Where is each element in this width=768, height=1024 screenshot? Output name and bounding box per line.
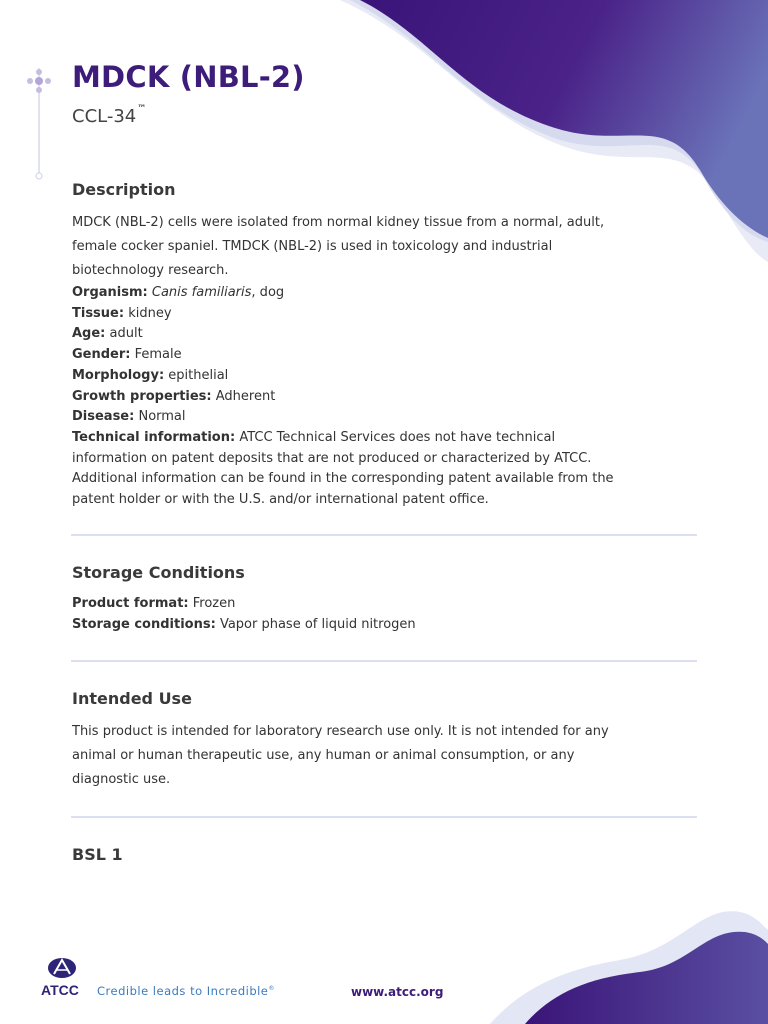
atcc-logo[interactable]: [40, 957, 84, 1001]
morphology-field: Morphology: epithelial: [72, 367, 229, 383]
atcc-logo-icon: [40, 957, 84, 997]
page-title: MDCK (NBL-2): [72, 60, 305, 94]
age-field: Age: adult: [72, 326, 143, 342]
tagline: Credible leads to Incredible®: [97, 984, 275, 998]
tissue-field: Tissue: kidney: [72, 305, 172, 321]
intended-use-text: This product is intended for laboratory research use only. It is not intended for any animal or human therapeutic use, any human or animal consumption, or any diagnostic use.: [72, 724, 609, 787]
description-text: MDCK (NBL-2) cells were isolated from normal kidney tissue from a normal, adult, female cocker spaniel. TMDCK (NBL-2) is used in toxicology and industrial biotechnology research.: [72, 215, 605, 278]
product-format-field: Product format: Frozen: [72, 596, 236, 611]
storage-section: [72, 563, 617, 635]
biosafety-level: BSL 1: [72, 845, 123, 864]
section-divider: [71, 534, 697, 536]
trademark-mark: ™: [137, 104, 147, 114]
growth-properties-field: Growth properties: Adherent: [72, 388, 276, 404]
intended-use-heading: Intended Use: [72, 689, 192, 708]
storage-heading: Storage Conditions: [72, 563, 245, 582]
biosafety-section: [72, 845, 617, 876]
intended-use-section: [72, 689, 617, 792]
description-heading: Description: [72, 180, 176, 199]
disease-field: Disease: Normal: [72, 409, 186, 425]
storage-conditions-field: Storage conditions: Vapor phase of liquid nitrogen: [72, 616, 416, 632]
gender-field: Gender: Female: [72, 347, 182, 363]
cross-ornament-icon: [24, 66, 54, 182]
technical-info-field: Technical information: ATCC Technical Services does not have technical information on patent deposits that are not produced or characterized by ATCC. Additional information can be found in the corresponding patent available from the patent holder or with the U.S. and/or international patent office.: [72, 429, 614, 508]
description-section: [72, 180, 617, 511]
section-divider: [71, 816, 697, 818]
website-link[interactable]: www.atcc.org: [351, 985, 444, 999]
organism-field: Organism: Canis familiaris, dog: [72, 285, 285, 300]
atcc-brand-text: ATCC: [41, 982, 79, 997]
section-divider: [71, 660, 697, 662]
catalog-number: CCL-34™: [72, 104, 147, 127]
